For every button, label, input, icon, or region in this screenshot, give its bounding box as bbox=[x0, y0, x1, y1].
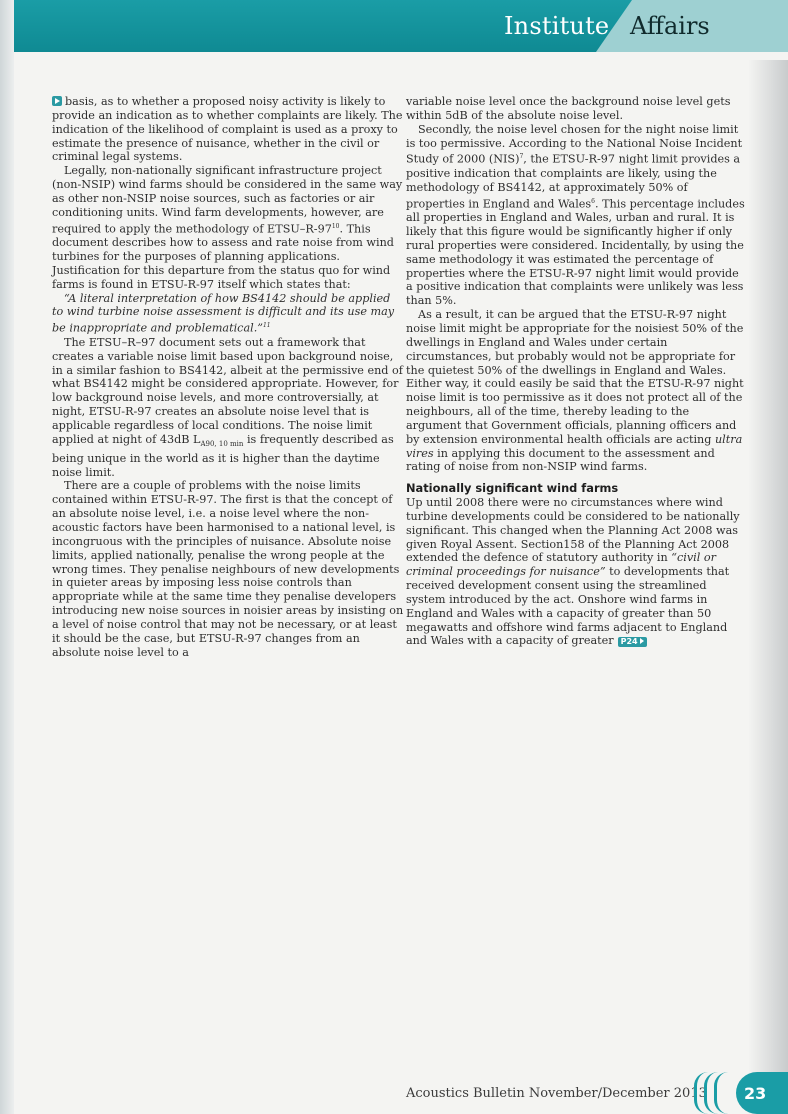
left-column bbox=[52, 95, 404, 659]
paragraph-text: Secondly, the noise level chosen for the night noise limit is too permissive. According to the National Noise Incident Study of 2000 (NIS) bbox=[406, 122, 743, 167]
paragraph-text: variable noise level once the background noise level gets within 5dB of the absolute noise level. bbox=[406, 95, 731, 122]
paragraph-text: , the ETSU-R-97 night limit provides a positive indication that complaints are likely, using the methodology of BS4142, at approximately 50% of properties in England and Wales bbox=[406, 153, 741, 211]
paragraph-text: . This document describes how to assess and rate noise from wind turbines for the purposes of planning applications. Justification for this departure from the status quo for wind farms is found in ETSU-R-97 itself which states that: bbox=[52, 222, 394, 291]
quote bbox=[52, 292, 404, 336]
paragraph-text: Up until 2008 there were no circumstances where wind turbine developments could be considered to be nationally significant. This changed when the Planning Act 2008 was given Royal Assent. Section158 of the Planning Act 2008 extended the defence of statutory authority in bbox=[406, 496, 740, 565]
footer-decoration bbox=[694, 1072, 734, 1114]
continued-arrow-icon bbox=[52, 96, 62, 106]
footer-arc bbox=[714, 1072, 728, 1114]
section-heading: Nationally significant wind farms bbox=[406, 481, 619, 496]
paragraph-text: Legally, non-nationally significant infrastructure project (non-NSIP) wind farms should be considered in the same way as other non-NSIP noise sources, such as factories or air conditioning units. Wind farm developments, however, are required to apply the methodology of ETSU–R-97 bbox=[52, 164, 403, 236]
footer-publication: Acoustics Bulletin November/December 2013 bbox=[406, 1086, 707, 1101]
paragraph bbox=[52, 95, 404, 164]
paragraph bbox=[406, 123, 748, 308]
page-gutter-shadow bbox=[0, 0, 14, 1114]
italic-term: ultra vires bbox=[406, 432, 743, 460]
paragraph bbox=[52, 336, 404, 480]
paragraph-text: There are a couple of problems with the noise limits contained within ETSU-R-97. The first is that the concept of an absolute noise level, i.e. a noise level where the non-acoustic factors have been harmonised to a national level, is incongruous with the principles of nuisance. Absolute noise limits, applied nationally, penalise the wrong people at the wrong times. They penalise neighbours of new developments in quieter areas by imposing less noise controls than appropriate while at the same time they penalise developers introducing new noise sources in noisier areas by insisting on a level of noise control that may not be necessary, or at least it should be the case, but ETSU-R-97 changes from an absolute noise level to a bbox=[52, 479, 404, 659]
page-ref-label: P24 bbox=[620, 637, 638, 647]
reference-marker: 11 bbox=[262, 322, 271, 330]
italic-quote: “civil or criminal proceedings for nuisance” bbox=[406, 551, 716, 579]
paragraph-text: basis, as to whether a proposed noisy activity is likely to provide an indication as to whether complaints are likely. The indication of the likelihood of complaint is used as a proxy to estimate the presence of nuisance, whether in the civil or criminal legal systems. bbox=[52, 95, 403, 164]
header-section-label: Institute bbox=[504, 12, 610, 40]
reference-marker: 10 bbox=[331, 222, 340, 230]
paragraph-text: in applying this document to the assessment and rating of noise from non-NSIP wind farms. bbox=[406, 446, 715, 474]
paragraph-text: . This percentage includes all properties in England and Wales, urban and rural. It is likely that this figure would be significantly higher if only rural properties were considered. Incidentally, by using the same methodology it was estimated the percentage of properties where the ETSU-R-97 night limit would provide a positive indication that complaints were unlikely was less than 5%. bbox=[406, 197, 745, 308]
continued-on-page-link[interactable] bbox=[618, 637, 647, 647]
quote-text: “A literal interpretation of how BS4142 should be applied to wind turbine noise assessment is difficult and its use may be inappropriate and problematical.” bbox=[52, 291, 395, 335]
paragraph bbox=[52, 479, 404, 659]
arrow-right-icon bbox=[640, 638, 644, 644]
paragraph-text: to developments that received development consent using the streamlined system introduced by the act. Onshore wind farms in England and Wales with a capacity of greater than 50 megawatts and offshore wind farms adjacent to England and Wales with a capacity of greater bbox=[406, 565, 730, 648]
paragraph-text: is frequently described as being unique in the world as it is higher than the daytime noise limit. bbox=[52, 432, 394, 479]
paragraph-text: The ETSU–R–97 document sets out a framework that creates a variable noise limit based upon background noise, in a similar fashion to BS4142, albeit at the permissive end of what BS4142 might be considered appropriate. However, for low background noise levels, and more controversially, at night, ETSU-R-97 creates an absolute noise level that is applicable regardless of local conditions. The noise limit applied at night of 43dB L bbox=[52, 335, 403, 446]
paragraph-text: As a result, it can be argued that the ETSU-R-97 night noise limit might be appropriate for the noisiest 50% of the dwellings in England and Wales under certain circumstances, but probably would not be appropriate for the quietest 50% of the dwellings in England and Wales. Either way, it could easily be said that the ETSU-R-97 night noise limit is too permissive as it does not protect all of the neighbours, all of the time, thereby leading to the argument that Government officials, planning officers and by extension environmental health officials are acting bbox=[406, 308, 744, 446]
paragraph bbox=[406, 496, 748, 648]
paragraph bbox=[406, 95, 748, 123]
header-title: Affairs bbox=[630, 12, 710, 40]
right-column bbox=[406, 95, 748, 648]
subscript: A90, 10 min bbox=[200, 439, 244, 448]
page-edge-shadow bbox=[748, 60, 788, 1114]
reference-marker: 7 bbox=[519, 153, 524, 161]
reference-marker: 6 bbox=[591, 197, 595, 205]
paragraph bbox=[406, 308, 748, 474]
page-number: 23 bbox=[744, 1084, 767, 1103]
paragraph bbox=[52, 164, 404, 291]
